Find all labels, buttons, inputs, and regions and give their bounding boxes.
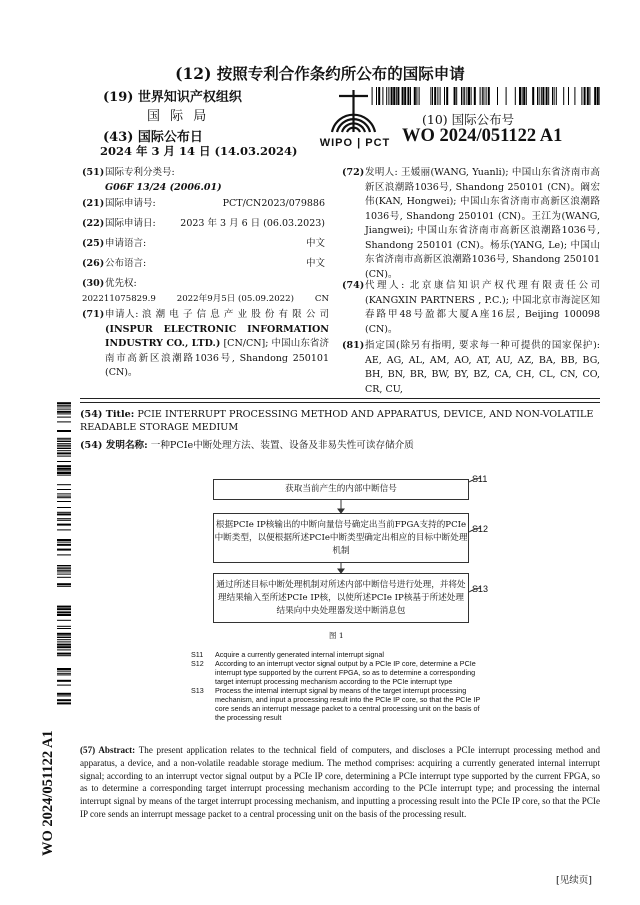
barcode-bar <box>57 671 71 672</box>
field-30-label: 优先权: <box>105 278 137 289</box>
barcode-bar <box>464 87 465 105</box>
field-51-value: G06F 13/24 (2006.01) <box>105 181 222 193</box>
barcode-bar <box>581 87 582 105</box>
barcode-bar <box>57 673 71 674</box>
legend-row: S13 Process the internal interrupt signal by means of the target interrupt processing mechanism, and input a processing result into the PCIe IP core, so that the PCIe IP core sends an interrupt message packet to a central processing unit on the basis of the processing result <box>191 686 481 722</box>
field-72-value: 王媛丽(WANG, Yuanli); 中国山东省济南市高新区浪潮路1036号, Shandong 250101 (CN)。阚宏伟(KAN, Hongwei); 中国山东省济南市高新区浪潮路1036号, Shandong 250101 (CN)。王江为(WANG, Jiangwei); 中国山东省济南市高新区浪潮路1036号, Shandong 250101 (CN)。杨乐(YANG, Le); 中国山东省济南市高新区浪潮路1036号, Shandong 250101 (CN)。 <box>365 167 600 280</box>
field-26-label: 公布语言: <box>105 258 147 269</box>
barcode-bar <box>599 87 600 105</box>
barcode-bar <box>57 649 71 650</box>
barcode-bar <box>57 529 71 530</box>
publication-number-label: (10) 国际公布号 <box>422 112 515 127</box>
barcode-bar <box>57 685 71 686</box>
priority-number: 202211075829.9 <box>82 293 156 304</box>
organization-name <box>103 86 293 124</box>
priority-country: CN <box>314 293 329 304</box>
barcode-bar <box>57 446 71 447</box>
barcode-bar <box>454 87 456 105</box>
barcode-bar <box>57 461 71 462</box>
barcode-bar <box>461 87 462 105</box>
barcode-side-icon <box>57 400 71 705</box>
barcode-bar <box>57 702 71 704</box>
barcode-bar <box>57 544 71 546</box>
field-25-value: 中文 <box>305 238 325 249</box>
barcode-bar <box>57 549 71 551</box>
barcode-bar <box>376 87 377 105</box>
publication-number: WO 2024/051122 A1 <box>402 126 563 146</box>
title-chinese <box>80 437 600 451</box>
barcode-bar <box>372 87 373 105</box>
field-71-label: 申请人: <box>105 309 139 320</box>
barcode-bar <box>57 497 71 498</box>
priority-date: 2022年9月5日 (05.09.2022) <box>176 293 294 304</box>
field-72-label: 发明人: <box>365 167 398 178</box>
barcode-bar <box>434 87 436 105</box>
title-english <box>80 408 600 434</box>
barcode-bar <box>57 441 71 442</box>
barcode-bar <box>57 568 71 569</box>
flow-step-s11: 获取当前产生的内部中断信号 <box>213 479 469 500</box>
barcode-bar <box>57 475 71 476</box>
document-title: (12) 按照专利合作条约所公布的国际申请 <box>175 64 465 83</box>
barcode-bar <box>430 87 431 105</box>
barcode-bar <box>382 87 383 105</box>
organization-line-2: 国 际 局 <box>147 109 210 124</box>
barcode-bar <box>57 626 71 627</box>
barcode-bar <box>57 646 71 648</box>
barcode-bar <box>57 468 71 470</box>
barcode-bar <box>57 507 71 508</box>
barcode-bar <box>57 421 71 422</box>
barcode-bar <box>542 87 544 105</box>
barcode-bar <box>587 87 589 105</box>
barcode-bar <box>57 417 71 418</box>
barcode-bar <box>57 695 71 696</box>
barcode-bar <box>57 653 71 655</box>
barcode-bar <box>574 87 575 105</box>
barcode-bar <box>57 501 71 502</box>
barcode-bar <box>57 512 71 513</box>
step-label-s13: S13 <box>472 584 489 594</box>
abstract-text: The present application relates to the technical field of computers, and discloses a PCIe interrupt processing method and apparatus, a device, and a non-volatile readable storage medium. The method comprises: acquiring a currently generated internal interrupt signal; according to an interrupt vector signal output by a PCIe IP core, determining a PCIe interrupt type supported by the current FPGA, so as to determine a corresponding target interrupt processing mechanism according to the PCIe interrupt type; and processing the internal interrupt signal by means of the target interrupt processing mechanism, and inputting a processing result into the PCIe IP core, so that the PCIe IP core sends an interrupt message packet to a central processing unit on the basis of the processing result. <box>80 745 600 819</box>
barcode-bar <box>57 637 71 638</box>
barcode-bar <box>57 641 71 642</box>
barcode-bar <box>378 87 380 105</box>
barcode-bar <box>57 465 71 467</box>
barcode-bar <box>57 639 71 640</box>
barcode-bar <box>488 87 490 105</box>
barcode-bar <box>556 87 557 105</box>
field-21-value: PCT/CN2023/079886 <box>222 198 325 209</box>
barcode-bar <box>515 87 516 105</box>
field-26-value: 中文 <box>305 258 325 269</box>
barcode-bar <box>396 87 397 105</box>
barcode-bar <box>57 539 71 541</box>
barcode-bar <box>480 87 481 105</box>
barcode-bar <box>57 586 71 587</box>
barcode-bar <box>552 87 553 105</box>
barcode-bar <box>57 513 71 515</box>
divider <box>80 398 600 399</box>
field-74-value: 北京康信知识产权代理有限责任公司 (KANGXIN PARTNERS , P.C.); 中国北京市海淀区知春路甲48号盈都大厦A座16层, Beijing 100098 (CN)。 <box>365 280 600 335</box>
field-22: (22) 国际申请日: 2023 年 3 月 6 日 (06.03.2023) <box>82 217 325 232</box>
barcode-bar <box>471 87 472 105</box>
step-label-s12: S12 <box>472 524 489 534</box>
barcode-bar <box>539 87 540 105</box>
step-label-s11: S11 <box>472 474 488 484</box>
barcode-bar <box>554 87 555 105</box>
barcode-bar <box>589 87 590 105</box>
barcode-bar <box>463 87 464 105</box>
barcode-bar <box>57 439 71 440</box>
barcode-bar <box>57 430 71 432</box>
side-publication-number-text: WO 2024/051122 A1 <box>40 730 56 856</box>
flowchart-connectors <box>200 470 500 630</box>
field-71: (71) 申请人: 浪 潮 电 子 信 息 产 业 股 份 有 限 公 司 (INSPUR ELECTRONIC INFORMATION INDUSTRY CO., LTD.) [CN/CN]; 中国山东省济南市高新区浪潮路1036号, Shandong 250101 (CN)。 <box>82 309 330 378</box>
field-25-label: 申请语言: <box>105 238 147 249</box>
title-chinese-label: (54) 发明名称: <box>80 440 148 451</box>
field-25: (25) 申请语言: 中文 <box>82 237 325 252</box>
barcode-bar <box>57 406 71 407</box>
barcode-bar <box>548 87 549 105</box>
organization-line-1: (19) 世界知识产权组织 <box>103 90 242 105</box>
barcode-bar <box>57 448 71 449</box>
barcode-bar <box>57 699 71 701</box>
field-51: (51) 国际专利分类号: G06F 13/24 (2006.01) <box>82 166 325 195</box>
field-81-label: 指定国(除另有指明, 要求每一种可提供的国家保护): <box>365 340 600 351</box>
field-21: (21) 国际申请号: PCT/CN2023/079886 <box>82 197 325 212</box>
barcode-bar <box>519 87 521 105</box>
field-72: (72) 发明人: 王媛丽(WANG, Yuanli); 中国山东省济南市高新区浪潮路1036号, Shandong 250101 (CN)。阚宏伟(KAN, Hongwei); 中国山东省济南市高新区浪潮路1036号, Shandong 250101 (CN)。王江为(WANG, Jiangwei); 中国山东省济南市高新区浪潮路1036号, Shandong 250101 (CN)。杨乐(YANG, Le); 中国山东省济南市高新区浪潮路1036号, Shandong 250101 (CN)。 <box>342 167 600 280</box>
barcode-bar <box>57 493 71 494</box>
barcode-bar <box>57 542 71 543</box>
title-english-text: PCIE INTERRUPT PROCESSING METHOD AND APPARATUS, DEVICE, AND NON-VOLATILE READABLE STORAGE MEDIUM <box>80 409 594 433</box>
barcode-bar <box>386 87 387 105</box>
barcode-bar <box>57 402 71 404</box>
barcode-bar <box>57 456 71 457</box>
barcode-bar <box>57 668 71 670</box>
barcode-bar <box>57 693 71 695</box>
barcode-bar <box>57 570 71 571</box>
field-22-label: 国际申请日: <box>105 218 156 229</box>
barcode-bar <box>397 87 399 105</box>
barcode-bar <box>483 87 484 105</box>
barcode-bar <box>57 680 71 682</box>
barcode-bar <box>474 87 476 105</box>
abstract-label: (57) Abstract: <box>80 745 136 755</box>
barcode-bar <box>446 87 448 105</box>
barcode-bar <box>594 87 596 105</box>
barcode-bar <box>522 87 523 105</box>
barcode-bar <box>532 87 534 105</box>
barcode-bar <box>57 409 71 410</box>
barcode-bar <box>57 518 71 519</box>
barcode-bar <box>57 611 71 613</box>
barcode-bar <box>57 633 71 635</box>
barcode-bar <box>57 405 71 406</box>
barcode-bar <box>57 571 71 572</box>
continued-label: [见续页] <box>556 875 592 886</box>
barcode-bar <box>57 606 71 608</box>
barcode-bar <box>57 620 71 621</box>
barcode-bar <box>597 87 599 105</box>
barcode-bar <box>416 87 417 105</box>
barcode-bar <box>57 524 71 526</box>
barcode-bar <box>388 87 389 105</box>
barcode-bar <box>57 438 71 439</box>
field-71-value: 浪 潮 电 子 信 息 产 业 股 份 有 限 公 司 <box>142 309 329 320</box>
barcode-bar <box>57 574 71 575</box>
field-71-value-en: (INSPUR ELECTRONIC INFORMATION INDUSTRY CO., LTD.) <box>105 323 329 349</box>
barcode-bar <box>57 472 71 474</box>
barcode-bar <box>393 87 395 105</box>
barcode-bar <box>57 496 71 497</box>
barcode-bar <box>57 489 71 490</box>
barcode-bar <box>437 87 438 105</box>
field-51-label: 国际专利分类号: <box>105 167 175 178</box>
barcode-bar <box>466 87 467 105</box>
title-chinese-text: 一种PCIe中断处理方法、装置、设备及非易失性可读存储介质 <box>150 440 414 451</box>
divider <box>80 402 600 403</box>
barcode-bar <box>414 87 416 105</box>
barcode-bar <box>57 565 71 566</box>
barcode-bar <box>523 87 525 105</box>
publication-date-label: (43) 国际公布日 <box>103 130 203 145</box>
barcode-bar <box>57 655 71 656</box>
figure-legend <box>191 650 491 722</box>
barcode-bar <box>57 554 71 555</box>
barcode-bar <box>432 87 433 105</box>
barcode-bar <box>546 87 548 105</box>
barcode-bar <box>497 87 498 105</box>
barcode-bar <box>391 87 393 105</box>
barcode-bar <box>57 608 71 610</box>
barcode-bar <box>57 614 71 616</box>
barcode-bar <box>57 674 71 675</box>
barcode-bar <box>57 445 71 446</box>
field-74: (74) 代理人: 北京康信知识产权代理有限责任公司 (KANGXIN PARTNERS , P.C.); 中国北京市海淀区知春路甲48号盈都大厦A座16层, Beijing 100098 (CN)。 <box>342 280 600 335</box>
barcode-bar <box>57 583 71 585</box>
barcode-bar <box>57 450 71 451</box>
barcode-bar <box>506 87 507 105</box>
barcode-top-icon <box>370 87 600 105</box>
barcode-bar <box>57 413 71 414</box>
field-26: (26) 公布语言: 中文 <box>82 257 325 272</box>
barcode-bar <box>407 87 409 105</box>
legend-row: S11 Acquire a currently generated internal interrupt signal <box>191 650 385 659</box>
barcode-bar <box>57 411 71 413</box>
barcode-bar <box>537 87 538 105</box>
abstract <box>80 744 600 821</box>
flow-step-s13: 通过所述目标中断处理机制对所述内部中断信号进行处理，并将处理结果输入至所述PCIe IP核，以使所述PCIe IP核基于所述处理结果向中央处理器发送中断消息包 <box>213 573 469 623</box>
barcode-bar <box>57 635 71 636</box>
barcode-bar <box>57 484 71 485</box>
barcode-bar <box>57 628 71 629</box>
field-71-value-rest: [CN/CN]; 中国山东省济南市高新区浪潮路1036号, Shandong 250101 (CN)。 <box>105 338 330 378</box>
barcode-bar <box>541 87 542 105</box>
barcode-bar <box>57 443 71 444</box>
barcode-bar <box>410 87 411 105</box>
publication-date: 2024 年 3 月 14 日 (14.03.2024) <box>100 144 298 158</box>
field-81-value: AE, AG, AL, AM, AO, AT, AU, AZ, BA, BB, BG, BH, BN, BR, BW, BY, BZ, CA, CH, CL, CN, CO, CR, CU, <box>365 354 600 395</box>
barcode-bar <box>444 87 445 105</box>
barcode-bar <box>568 87 569 105</box>
field-22-value: 2023 年 3 月 6 日 (06.03.2023) <box>180 218 325 229</box>
barcode-bar <box>563 87 564 105</box>
field-21-label: 国际申请号: <box>105 198 156 209</box>
barcode-bar <box>404 87 406 105</box>
barcode-bar <box>419 87 420 105</box>
barcode-bar <box>57 470 71 471</box>
barcode-bar <box>57 577 71 578</box>
barcode-bar <box>526 87 527 105</box>
field-30: (30) 优先权: 202211075829.9 2022年9月5日 (05.09.2022) CN <box>82 277 329 306</box>
barcode-bar <box>402 87 404 105</box>
barcode-bar <box>57 452 71 454</box>
wipo-pct-wordmark: WIPO | PCT <box>319 137 391 149</box>
barcode-bar <box>456 87 457 105</box>
barcode-bar <box>57 520 71 521</box>
barcode-bar <box>584 87 586 105</box>
barcode-bar <box>468 87 470 105</box>
barcode-bar <box>57 644 71 646</box>
flow-step-s12: 根据PCIe IP核输出的中断向量信号确定出当前FPGA支持的PCIe中断类型，以便根据所述PCIe中断类型确定出相应的目标中断处理机制 <box>213 513 469 563</box>
title-english-label: (54) Title: <box>80 409 135 420</box>
barcode-bar <box>57 567 71 568</box>
barcode-bar <box>482 87 483 105</box>
field-81: (81) 指定国(除另有指明, 要求每一种可提供的国家保护): AE, AG, AL, AM, AO, AT, AU, AZ, BA, BB, BG, BH, BN, BR, BW, BY, BZ, CA, CH, CL, CN, CO, CR, CU, <box>342 340 600 395</box>
field-74-label: 代理人: <box>365 280 405 291</box>
barcode-bar <box>486 87 487 105</box>
legend-row: S12 According to an interrupt vector signal output by a PCIe IP core, determine a PCIe interrupt type supported by the current FPGA, so as to determine a corresponding target interrupt processing mechanism according to the PCIe interrupt type <box>191 659 476 686</box>
barcode-bar <box>440 87 441 105</box>
figure-caption: 图 1 <box>329 631 344 640</box>
